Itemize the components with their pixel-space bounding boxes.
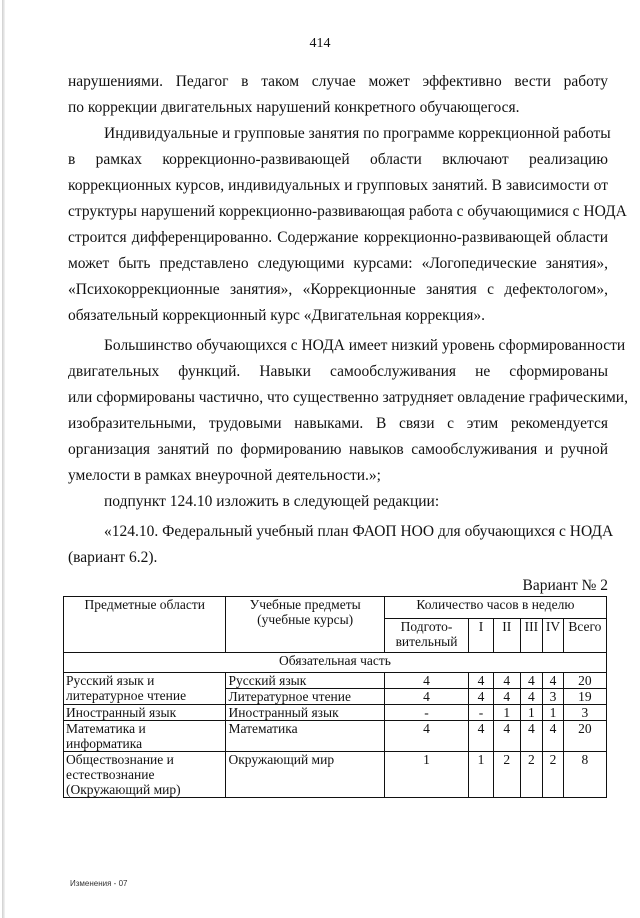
header-grade-3: III [520, 619, 543, 653]
hours-cell: 2 [543, 752, 564, 798]
footer-revision: Изменения - 07 [70, 879, 128, 888]
hours-cell: 4 [543, 721, 564, 752]
hours-cell: 1 [543, 705, 564, 721]
hours-cell: 2 [520, 752, 543, 798]
paragraph-line: подпункт 124.10 изложить в следующей редакции: [104, 493, 440, 510]
paragraph-line: в рамках коррекционно-развивающей области включают реализацию [68, 151, 608, 168]
total-cell: 19 [563, 689, 606, 705]
hours-cell: 2 [493, 752, 520, 798]
total-cell: 20 [563, 673, 606, 689]
subject-cell: Литературное чтение [226, 689, 384, 705]
total-cell: 3 [563, 705, 606, 721]
hours-cell: 4 [384, 721, 468, 752]
header-grade-1: I [469, 619, 494, 653]
header-grade-4: IV [543, 619, 564, 653]
paragraph-line: «Психокоррекционные занятия», «Коррекционные занятия с дефектологом», [68, 281, 608, 298]
paragraph-line: нарушениями. Педагог в таком случае может эффективно вести работу [68, 73, 608, 90]
variant-label: Вариант № 2 [522, 577, 608, 594]
paragraph-line: (вариант 6.2). [68, 549, 158, 566]
header-grade-2: II [493, 619, 520, 653]
section-title: Обязательная часть [64, 653, 607, 673]
hours-cell: 4 [520, 721, 543, 752]
subject-area-cell: Иностранный язык [64, 705, 226, 721]
hours-cell: 3 [543, 689, 564, 705]
subject-cell: Иностранный язык [226, 705, 384, 721]
subject-area-cell: Русский язык и литературное чтение [64, 673, 226, 705]
paragraph-line: обязательный коррекционный курс «Двигательная коррекция». [68, 307, 485, 324]
paragraph-line: двигательных функций. Навыки самообслуживания не сформированы [68, 363, 608, 380]
hours-cell: 4 [384, 689, 468, 705]
curriculum-table [63, 596, 607, 798]
paragraph-line: структуры нарушений коррекционно-развивающая работа с обучающимися с НОДА [68, 203, 627, 220]
header-subject-areas: Предметные области [64, 597, 226, 653]
total-cell: 8 [563, 752, 606, 798]
paragraph-line: коррекционных курсов, индивидуальных и групповых занятий. В зависимости от [68, 177, 608, 194]
table-row [64, 705, 607, 721]
subject-cell: Окружающий мир [226, 752, 384, 798]
header-grade-prep: Подгото-вительный [384, 619, 468, 653]
hours-cell: 4 [469, 673, 494, 689]
hours-cell: 1 [520, 705, 543, 721]
hours-cell: 4 [493, 689, 520, 705]
hours-cell: 4 [520, 673, 543, 689]
hours-cell: - [469, 705, 494, 721]
hours-cell: 4 [469, 721, 494, 752]
paragraph-line: по коррекции двигательных нарушений конкретного обучающегося. [68, 99, 520, 116]
page-number: 414 [309, 36, 331, 51]
hours-cell: 4 [520, 689, 543, 705]
paragraph-line: или сформированы частично, что существенно затрудняет овладение графическими, [68, 389, 628, 406]
hours-cell: 4 [469, 689, 494, 705]
table-row [64, 721, 607, 752]
hours-cell: 4 [384, 673, 468, 689]
hours-cell: 4 [493, 721, 520, 752]
paragraph-line: Большинство обучающихся с НОДА имеет низкий уровень сформированности [104, 337, 626, 354]
table-row [64, 673, 607, 689]
hours-cell: 4 [543, 673, 564, 689]
paragraph-line: изобразительными, трудовыми навыками. В связи с этим рекомендуется [68, 415, 608, 432]
paragraph-line: Индивидуальные и групповые занятия по программе коррекционной работы [104, 125, 611, 142]
header-hours-per-week: Количество часов в неделю [384, 597, 606, 619]
hours-cell: 1 [469, 752, 494, 798]
paragraph-line: организация занятий по формированию навыков самообслуживания и ручной [68, 441, 608, 458]
paragraph-line: умелости в рамках внеурочной деятельности.»; [68, 467, 381, 484]
hours-cell: 1 [493, 705, 520, 721]
hours-cell: 1 [384, 752, 468, 798]
table-row [64, 752, 607, 798]
subject-area-cell: Обществознание и естествознание (Окружающий мир) [64, 752, 226, 798]
hours-cell: - [384, 705, 468, 721]
scan-page-edge [2, 0, 5, 918]
hours-cell: 4 [493, 673, 520, 689]
header-subjects: Учебные предметы (учебные курсы) [226, 597, 384, 653]
header-total: Всего [563, 619, 606, 653]
paragraph-line: «124.10. Федеральный учебный план ФАОП НОО для обучающихся с НОДА [104, 523, 614, 540]
subject-cell: Математика [226, 721, 384, 752]
subject-cell: Русский язык [226, 673, 384, 689]
total-cell: 20 [563, 721, 606, 752]
subject-area-cell: Математика и информатика [64, 721, 226, 752]
paragraph-line: строится дифференцированно. Содержание коррекционно-развивающей области [68, 229, 608, 246]
paragraph-line: может быть представлено следующими курсами: «Логопедические занятия», [68, 255, 608, 272]
